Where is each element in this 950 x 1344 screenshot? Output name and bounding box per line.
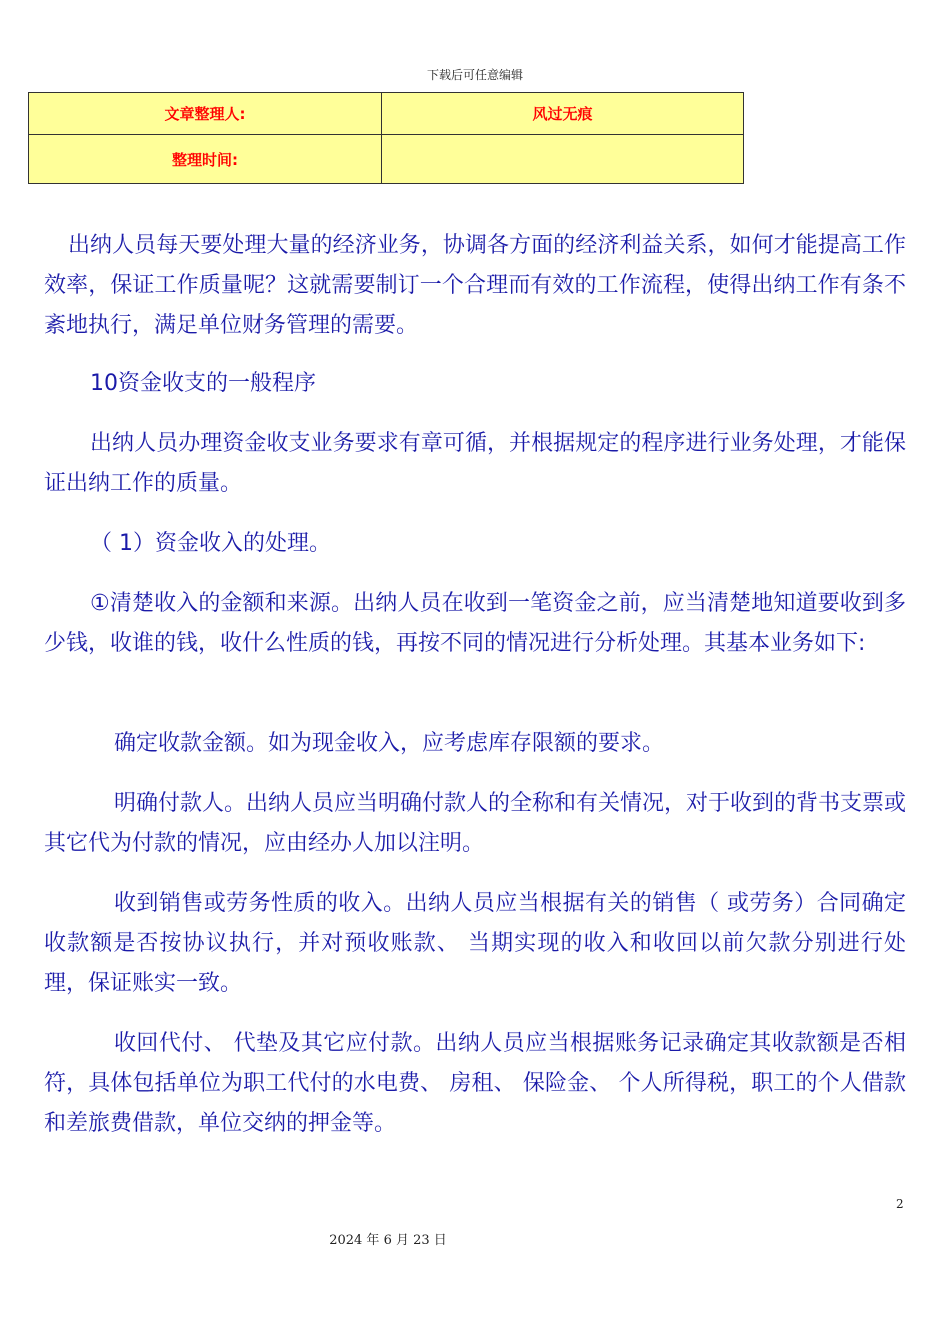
organizer-value: 风过无痕	[382, 93, 744, 135]
table-row	[29, 93, 744, 135]
footer-date: 2024 年 6 月 23 日	[329, 1233, 447, 1248]
subsection-heading: （ 1）资金收入的处理。	[90, 531, 331, 556]
body-paragraph: 收到销售或劳务性质的收入。出纳人员应当根据有关的销售（ 或劳务）合同确定收款额是否按协议执行，并对预收账款、 当期实现的收入和收回以前欠款分别进行处理，保证账实一致。	[44, 891, 906, 996]
header-note: 下载后可任意编辑	[426, 68, 523, 82]
section-heading: 10资金收支的一般程序	[90, 371, 316, 396]
body-paragraph: ①清楚收入的金额和来源。出纳人员在收到一笔资金之前，应当清楚地知道要收到多少钱，收谁的钱，收什么性质的钱，再按不同的情况进行分析处理。其基本业务如下:	[44, 591, 906, 656]
page-number: 2	[896, 1197, 904, 1211]
body-paragraph: 明确付款人。出纳人员应当明确付款人的全称和有关情况，对于收到的背书支票或其它代为付款的情况，应由经办人加以注明。	[44, 791, 907, 856]
organize-time-label: 整理时间:	[29, 135, 382, 184]
organizer-label: 文章整理人:	[29, 93, 382, 135]
info-table	[28, 92, 744, 184]
body-paragraph: 出纳人员办理资金收支业务要求有章可循，并根据规定的程序进行业务处理，才能保证出纳工作的质量。	[44, 431, 906, 496]
table-row	[29, 135, 744, 184]
body-paragraph: 确定收款金额。如为现金收入，应考虑库存限额的要求。	[114, 731, 665, 756]
organize-time-value	[382, 135, 744, 184]
body-paragraph-intro: 出纳人员每天要处理大量的经济业务，协调各方面的经济利益关系，如何才能提高工作效率，保证工作质量呢？这就需要制订一个合理而有效的工作流程，使得出纳工作有条不紊地执行，满足单位财务管理的需要。	[44, 233, 906, 338]
body-paragraph: 收回代付、 代垫及其它应付款。出纳人员应当根据账务记录确定其收款额是否相符，具体包括单位为职工代付的水电费、 房租、 保险金、 个人所得税，职工的个人借款和差旅费借款，单位交纳的押金等。	[44, 1031, 906, 1136]
